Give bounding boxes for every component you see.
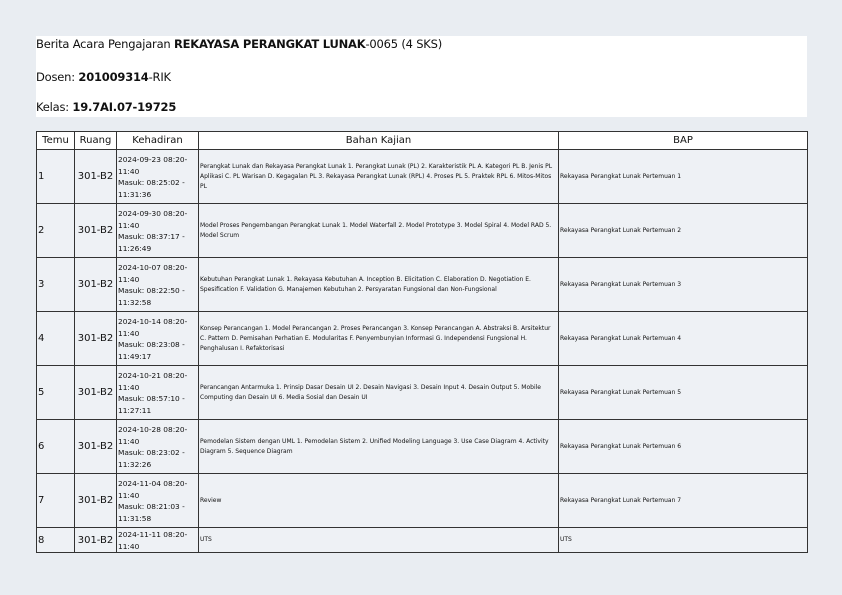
kehadiran-jadwal: 2024-09-30 08:20-11:40 xyxy=(118,209,188,230)
table-row xyxy=(37,420,808,474)
cell-ruang: 301-B2 xyxy=(75,150,117,204)
cell-kehadiran xyxy=(117,150,199,204)
cell-temu: 5 xyxy=(37,366,75,420)
cell-bap: Rekayasa Perangkat Lunak Pertemuan 4 xyxy=(559,312,808,366)
cell-kehadiran xyxy=(117,366,199,420)
kehadiran-keluar: 11:49:17 xyxy=(118,351,152,361)
kelas-line xyxy=(36,100,176,114)
cell-kehadiran xyxy=(117,528,199,553)
cell-bap: Rekayasa Perangkat Lunak Pertemuan 5 xyxy=(559,366,808,420)
kehadiran-masuk: Masuk: 08:21:03 - xyxy=(118,502,185,511)
cell-bahan-kajian: Perangkat Lunak dan Rekayasa Perangkat Lunak 1. Perangkat Lunak (PL) 2. Karakteristik PL A. Kategori PL B. Jenis PL Aplikasi C. PL Warisan D. Kegagalan PL 3. Rekayasa Perangkat Lunak (RPL) 4. Proses PL 5. Praktek RPL 6. Mitos-Mitos PL xyxy=(199,150,559,204)
kehadiran-jadwal: 2024-09-23 08:20-11:40 xyxy=(118,155,188,176)
bap-table xyxy=(36,131,808,553)
cell-ruang: 301-B2 xyxy=(75,474,117,528)
cell-bahan-kajian: Review xyxy=(199,474,559,528)
course-code: -0065 (4 SKS) xyxy=(365,37,443,51)
col-header-bap: BAP xyxy=(559,132,808,150)
cell-bahan-kajian: UTS xyxy=(199,528,559,553)
cell-ruang: 301-B2 xyxy=(75,366,117,420)
kehadiran-jadwal: 2024-10-07 08:20-11:40 xyxy=(118,263,188,284)
kehadiran-masuk: Masuk: 08:37:17 - xyxy=(118,232,185,241)
kehadiran-masuk: Masuk: 08:57:10 - xyxy=(118,394,185,403)
cell-bap: Rekayasa Perangkat Lunak Pertemuan 1 xyxy=(559,150,808,204)
kehadiran-masuk: Masuk: 08:23:08 - xyxy=(118,340,185,349)
course-name: REKAYASA PERANGKAT LUNAK xyxy=(173,37,366,51)
title-prefix: Berita Acara Pengajaran xyxy=(36,37,174,51)
kehadiran-keluar: 11:26:49 xyxy=(118,243,152,253)
cell-temu: 4 xyxy=(37,312,75,366)
cell-ruang: 301-B2 xyxy=(75,528,117,553)
cell-bap: Rekayasa Perangkat Lunak Pertemuan 3 xyxy=(559,258,808,312)
kehadiran-keluar: 11:27:11 xyxy=(118,405,152,415)
cell-temu: 6 xyxy=(37,420,75,474)
kehadiran-masuk: Masuk: 08:22:50 - xyxy=(118,286,185,295)
kehadiran-jadwal: 2024-11-11 08:20-11:40 xyxy=(118,530,188,551)
kehadiran-keluar: 11:31:58 xyxy=(118,513,152,523)
kehadiran-masuk: Masuk: 08:23:02 - xyxy=(118,448,185,457)
cell-temu: 8 xyxy=(37,528,75,553)
cell-kehadiran xyxy=(117,204,199,258)
dosen-line xyxy=(36,70,171,84)
col-header-kehadiran: Kehadiran xyxy=(117,132,199,150)
cell-temu: 2 xyxy=(37,204,75,258)
kehadiran-jadwal: 2024-11-04 08:20-11:40 xyxy=(118,479,188,500)
cell-bap: Rekayasa Perangkat Lunak Pertemuan 6 xyxy=(559,420,808,474)
cell-bahan-kajian: Kebutuhan Perangkat Lunak 1. Rekayasa Kebutuhan A. Inception B. Elicitation C. Elaboration D. Negotiation E. Spesification F. Validation G. Manajemen Kebutuhan 2. Persyaratan Fungsional dan Non-Fungsional xyxy=(199,258,559,312)
kelas-value: 19.7AI.07-19725 xyxy=(72,100,177,114)
cell-bap: UTS xyxy=(559,528,808,553)
cell-ruang: 301-B2 xyxy=(75,204,117,258)
cell-ruang: 301-B2 xyxy=(75,420,117,474)
dosen-id: 201009314 xyxy=(78,70,149,84)
cell-bahan-kajian: Konsep Perancangan 1. Model Perancangan 2. Proses Perancangan 3. Konsep Perancangan A. Abstraksi B. Arsitektur C. Pattern D. Pemisahan Perhatian E. Modularitas F. Penyembunyian Informasi G. Independensi Fungsional H. Penghalusan I. Refaktorisasi xyxy=(199,312,559,366)
cell-kehadiran xyxy=(117,420,199,474)
cell-bap: Rekayasa Perangkat Lunak Pertemuan 7 xyxy=(559,474,808,528)
cell-kehadiran xyxy=(117,474,199,528)
table-row xyxy=(37,150,808,204)
cell-kehadiran xyxy=(117,312,199,366)
cell-temu: 7 xyxy=(37,474,75,528)
table-row xyxy=(37,366,808,420)
table-row xyxy=(37,312,808,366)
kelas-label: Kelas: xyxy=(36,100,73,114)
cell-temu: 3 xyxy=(37,258,75,312)
table-row xyxy=(37,204,808,258)
cell-bap: Rekayasa Perangkat Lunak Pertemuan 2 xyxy=(559,204,808,258)
dosen-label: Dosen: xyxy=(36,70,79,84)
document-header xyxy=(36,36,807,117)
cell-bahan-kajian: Pemodelan Sistem dengan UML 1. Pemodelan Sistem 2. Unified Modeling Language 3. Use Case Diagram 4. Activity Diagram 5. Sequence Diagram xyxy=(199,420,559,474)
table-row xyxy=(37,474,808,528)
cell-ruang: 301-B2 xyxy=(75,312,117,366)
kehadiran-jadwal: 2024-10-14 08:20-11:40 xyxy=(118,317,188,338)
document-title xyxy=(36,37,442,51)
table-row xyxy=(37,258,808,312)
col-header-ruang: Ruang xyxy=(75,132,117,150)
kehadiran-keluar: 11:32:26 xyxy=(118,459,152,469)
cell-bahan-kajian: Model Proses Pengembangan Perangkat Lunak 1. Model Waterfall 2. Model Prototype 3. Model Spiral 4. Model RAD 5. Model Scrum xyxy=(199,204,559,258)
kehadiran-masuk: Masuk: 08:25:02 - xyxy=(118,178,185,187)
cell-kehadiran xyxy=(117,258,199,312)
kehadiran-jadwal: 2024-10-28 08:20-11:40 xyxy=(118,425,188,446)
cell-bahan-kajian: Perancangan Antarmuka 1. Prinsip Dasar Desain UI 2. Desain Navigasi 3. Desain Input 4. Desain Output 5. Mobile Computing dan Desain UI 6. Media Sosial dan Desain UI xyxy=(199,366,559,420)
col-header-temu: Temu xyxy=(37,132,75,150)
cell-ruang: 301-B2 xyxy=(75,258,117,312)
dosen-suffix: -RIK xyxy=(148,70,171,84)
col-header-bahan-kajian: Bahan Kajian xyxy=(199,132,559,150)
kehadiran-keluar: 11:31:36 xyxy=(118,189,152,199)
kehadiran-jadwal: 2024-10-21 08:20-11:40 xyxy=(118,371,188,392)
cell-temu: 1 xyxy=(37,150,75,204)
kehadiran-keluar: 11:32:58 xyxy=(118,297,152,307)
table-header-row xyxy=(37,132,808,150)
table-row xyxy=(37,528,808,553)
